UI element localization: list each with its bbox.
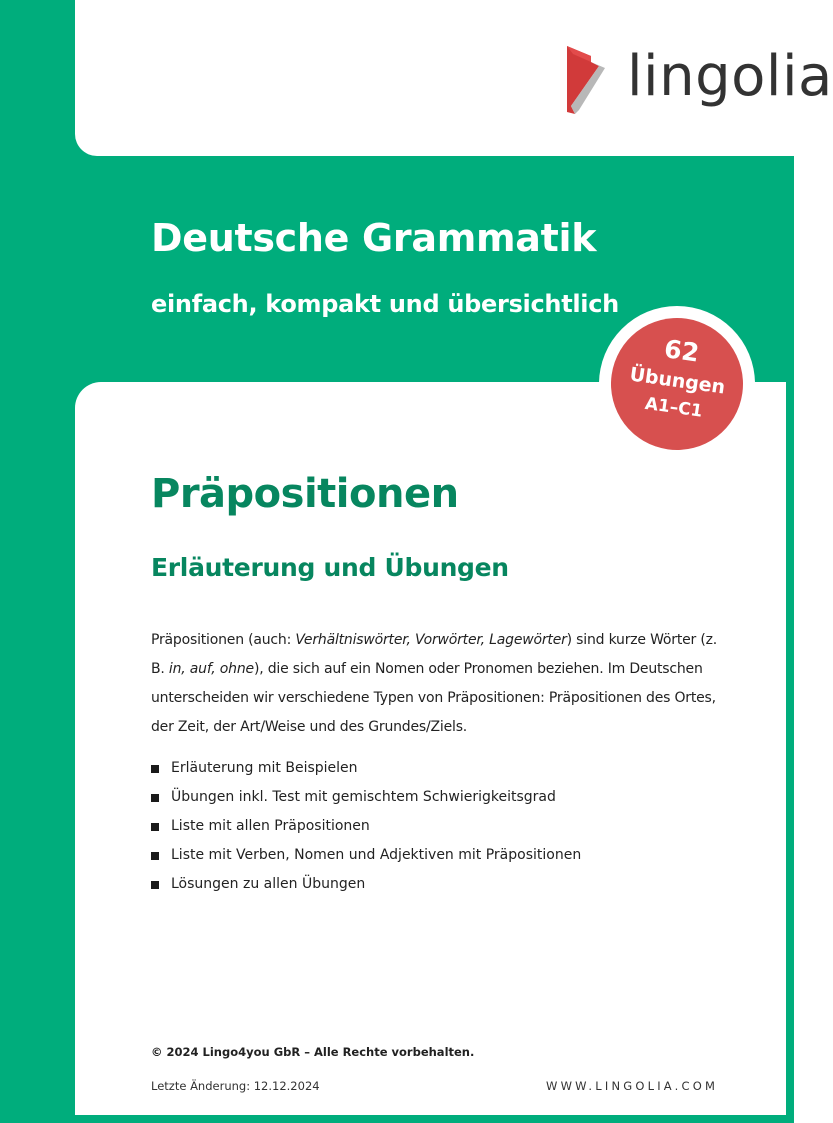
list-item-label: Liste mit allen Präpositionen	[171, 818, 370, 834]
lingolia-wordmark: lingolia	[627, 44, 833, 109]
last-updated: Letzte Änderung: 12.12.2024	[151, 1079, 320, 1093]
intro-examples: in, auf, ohne	[168, 661, 254, 677]
feature-list	[151, 754, 581, 899]
badge-count: 62	[662, 334, 701, 368]
list-item	[151, 841, 581, 870]
list-item-label: Übungen inkl. Test mit gemischtem Schwierigkeitsgrad	[171, 789, 556, 805]
list-item	[151, 812, 581, 841]
header-card	[75, 0, 833, 156]
bullet-square-icon	[151, 765, 159, 773]
lingolia-logo[interactable]	[561, 40, 831, 122]
intro-text-3: ), die sich auf ein Nomen oder Pronomen beziehen. Im Deutschen unterscheiden wir verschiedene Typen von Präpositionen: Präpositionen des Ortes, der Zeit, der Art/Weise und des Grundes/Ziels.	[151, 661, 716, 735]
bullet-square-icon	[151, 823, 159, 831]
copyright-notice: © 2024 Lingo4you GbR – Alle Rechte vorbehalten.	[151, 1045, 475, 1059]
intro-paragraph	[151, 626, 723, 742]
list-item-label: Liste mit Verben, Nomen und Adjektiven mit Präpositionen	[171, 847, 582, 863]
badge-label: Übungen	[628, 363, 727, 399]
document-subtitle: Erläuterung und Übungen	[151, 553, 509, 582]
list-item	[151, 870, 581, 899]
bullet-square-icon	[151, 881, 159, 889]
intro-text-1: Präpositionen (auch:	[151, 632, 296, 648]
website-link[interactable]: WWW.LINGOLIA.COM	[546, 1079, 719, 1093]
series-subtitle: einfach, kompakt und übersichtlich	[151, 290, 619, 318]
bullet-square-icon	[151, 852, 159, 860]
list-item	[151, 754, 581, 783]
series-title: Deutsche Grammatik	[151, 216, 597, 260]
intro-synonyms: Verhältniswörter, Vorwörter, Lagewörter	[295, 632, 567, 648]
intro-text-2: ) sind kurze Wörter (z. B.	[151, 632, 718, 677]
bullet-square-icon	[151, 794, 159, 802]
badge-levels: A1–C1	[643, 393, 704, 422]
document-title: Präpositionen	[151, 471, 459, 517]
lingolia-logo-mark-icon	[561, 40, 611, 122]
list-item-label: Erläuterung mit Beispielen	[171, 760, 358, 776]
list-item	[151, 783, 581, 812]
list-item-label: Lösungen zu allen Übungen	[171, 876, 366, 892]
